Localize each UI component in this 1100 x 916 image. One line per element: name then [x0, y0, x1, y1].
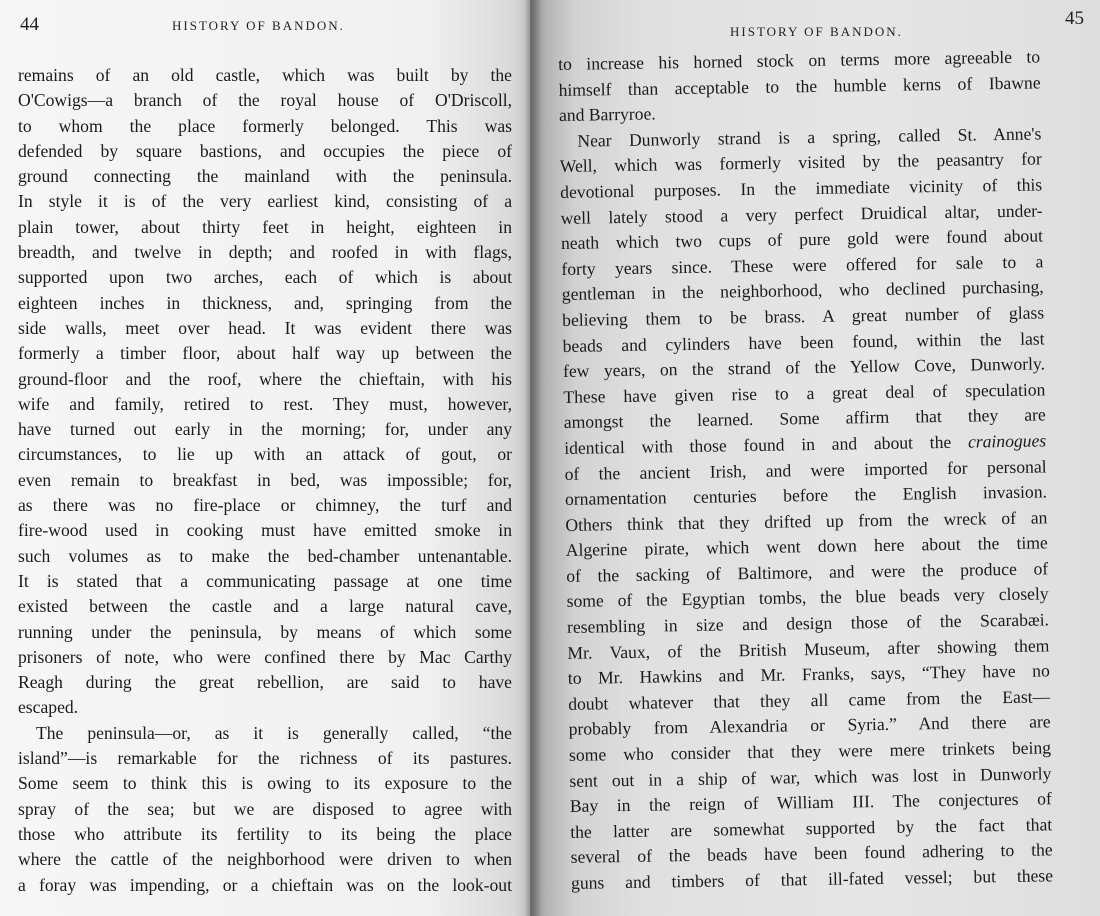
- text-line: Reagh during the great rebellion, are said to have: [18, 672, 512, 693]
- left-running-head: [0, 14, 530, 42]
- text-line: Some seem to think this is owing to its exposure to the: [18, 773, 512, 794]
- text-line: spray of the sea; but we are disposed to agree with: [18, 798, 512, 819]
- text-line: plain tower, about thirty feet in height, eighteen in: [18, 216, 512, 237]
- text-line: such volumes as to make the bed-chamber untenantable.: [18, 545, 512, 566]
- text-line: devotional purposes. In the immediate vicinity of this: [560, 174, 1043, 202]
- text-line: ornamentation centuries before the English invasion.: [564, 481, 1048, 510]
- right-running-title: HISTORY OF BANDON.: [730, 24, 903, 39]
- text-line: prisoners of note, who were confined there by Mac Carthy: [18, 646, 512, 667]
- text-line: guns and timbers of that ill-fated vessel; but these: [570, 865, 1054, 893]
- text-line: Near Dunworly strand is a spring, called St. Anne's: [577, 123, 1042, 151]
- text-line: fire-wood used in cooking must have emitted smoke in: [18, 520, 512, 541]
- text-line: The peninsula—or, as it is generally called, “the: [36, 722, 512, 743]
- text-line: Well, which was formerly visited by the peasantry for: [559, 148, 1042, 177]
- right-body-text: [558, 44, 1053, 896]
- text-line: remains of an old castle, which was built by the: [18, 65, 512, 85]
- text-line: gentleman in the neighborhood, who declined purchasing,: [561, 276, 1044, 305]
- text-line: O'Cowigs—a branch of the royal house of O'Driscoll,: [18, 90, 512, 111]
- left-body-text: [18, 63, 512, 898]
- text-line: even remain to breakfast in bed, was impossible; for,: [18, 469, 512, 490]
- text-line: doubt whatever that they all came from the East—: [568, 686, 1051, 714]
- text-line: probably from Alexandria or Syria.” And there are: [568, 711, 1051, 740]
- text-line: and Barryroe.: [558, 103, 656, 126]
- text-line: resembling in size and design those of the Scarabæi.: [566, 609, 1050, 637]
- text-line: forty years since. These were offered for sale to a: [561, 251, 1044, 279]
- text-line: to whom the place formerly belonged. This was: [18, 115, 512, 136]
- text-line: sent out in a ship of war, which was lost in Dunworly: [569, 762, 1052, 791]
- text-line: believing them to be brass. A great number of glass: [562, 302, 1045, 330]
- text-line: as there was no fire-place or chimney, the turf and: [18, 495, 512, 516]
- text-line: those who attribute its fertility to its being the place: [18, 823, 512, 844]
- text-line: island”—is remarkable for the richness of its pastures.: [18, 748, 512, 769]
- text-line: several of the beads have been found adhering to the: [570, 839, 1053, 868]
- text-line: some of the Egyptian tombs, the blue beads very closely: [566, 583, 1049, 612]
- text-line: beads and cylinders have been found, within the last: [562, 327, 1045, 356]
- text-line: Algerine pirate, which went down here about the time: [565, 532, 1048, 561]
- text-line: have turned out early in the morning; for, under any: [18, 419, 512, 440]
- text-line: formerly a timber floor, about half way up between the: [18, 343, 512, 364]
- left-page: [0, 0, 530, 916]
- text-line: identical with those found in and about the crainogues: [564, 430, 1047, 458]
- text-line: the latter are somewhat supported by the fact that: [570, 814, 1053, 842]
- text-line: Bay in the reign of William III. The conjectures of: [569, 788, 1052, 817]
- text-line: of the sacking of Baltimore, and were the produce of: [566, 558, 1049, 586]
- text-line: breadth, and twelve in depth; and roofed in with flags,: [18, 242, 512, 263]
- right-running-head: [530, 8, 1100, 42]
- text-line: wife and family, retired to rest. They must, however,: [18, 393, 512, 414]
- right-page-number: 45: [1065, 8, 1084, 29]
- text-line: It is stated that a communicating passage at one time: [18, 570, 512, 591]
- left-page-number: 44: [20, 14, 39, 35]
- text-line: of the ancient Irish, and were imported for personal: [564, 455, 1047, 484]
- text-line: ground-floor and the roof, where the chieftain, with his: [18, 368, 512, 389]
- text-line: a foray was impending, or a chieftain was on the look-out: [18, 874, 512, 895]
- text-line: Mr. Vaux, of the British Museum, after showing them: [567, 635, 1050, 663]
- text-line: himself than acceptable to the humble kerns of Ibawne: [558, 72, 1041, 100]
- text-line: amongst the learned. Some affirm that they are: [563, 404, 1046, 433]
- right-page: [530, 0, 1100, 916]
- text-line: side walls, meet over head. It was evident there was: [18, 317, 512, 338]
- text-line: These have given rise to a great deal of speculation: [563, 379, 1046, 407]
- text-line: existed between the castle and a large natural cave,: [18, 596, 512, 617]
- text-line: where the cattle of the neighborhood were driven to when: [18, 849, 512, 870]
- text-line: neath which two cups of pure gold were found about: [560, 225, 1044, 254]
- text-line: ground connecting the mainland with the peninsula.: [18, 166, 512, 187]
- text-line: defended by square bastions, and occupies the piece of: [18, 140, 512, 161]
- left-running-title: HISTORY OF BANDON.: [172, 18, 345, 33]
- text-line: well lately stood a very perfect Druidical altar, under-: [560, 199, 1043, 228]
- text-line: few years, on the strand of the Yellow Cove, Dunworly.: [562, 353, 1046, 382]
- text-line: escaped.: [18, 697, 79, 718]
- text-line: circumstances, to lie up with an attack of gout, or: [18, 444, 512, 465]
- text-line: In style it is of the very earliest kind, consisting of a: [18, 191, 512, 212]
- text-line: to Mr. Hawkins and Mr. Franks, says, “They have no: [567, 660, 1050, 689]
- text-line: some who consider that they were mere trinkets being: [568, 737, 1052, 765]
- text-line: running under the peninsula, by means of which some: [18, 621, 512, 642]
- text-line: eighteen inches in thickness, and, springing from the: [18, 292, 512, 313]
- text-line: to increase his horned stock on terms more agreeable to: [558, 46, 1041, 74]
- text-line: supported upon two arches, each of which is about: [18, 267, 512, 288]
- text-line: Others think that they drifted up from the wreck of an: [565, 507, 1048, 535]
